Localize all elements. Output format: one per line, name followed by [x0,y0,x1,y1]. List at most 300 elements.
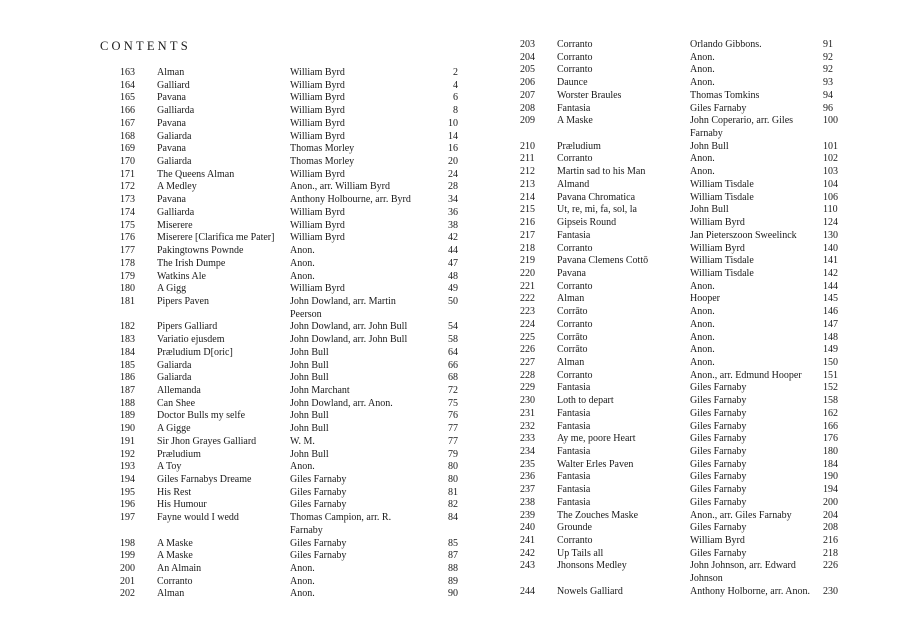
entry-title: Pavana [157,92,186,104]
entry-page: 130 [823,229,838,241]
entry-title: Fantasia [557,382,591,394]
entry-number: 243 [520,560,535,572]
contents-entry [520,446,838,459]
entry-title: Fantasia [557,102,591,114]
contents-entry [520,166,838,179]
entry-number: 211 [520,153,535,165]
entry-composer: Anon. [290,257,315,269]
entry-number: 216 [520,217,535,229]
entry-number: 208 [520,102,535,114]
entry-composer: William Byrd [290,168,345,180]
entry-title: Worster Braules [557,89,622,101]
entry-page: 77 [448,423,458,435]
entry-number: 184 [120,346,135,358]
entry-composer: Hooper [690,293,720,305]
contents-entry [520,64,833,77]
entry-composer: Giles Farnaby [690,420,747,432]
entry-page: 58 [448,334,458,346]
entry-composer: Giles Farnaby [690,496,747,508]
entry-page: 218 [823,547,838,559]
entry-number: 177 [120,245,135,257]
contents-entry [120,499,458,512]
entry-number: 189 [120,410,135,422]
entry-title: Galliard [157,79,190,91]
entry-page: 94 [823,89,833,101]
entry-page: 146 [823,306,838,318]
entry-title: Pavana [157,143,186,155]
entry-title: Præludium D[oric] [157,346,233,358]
entry-title: Pavana [157,117,186,129]
entry-title: Corranto [557,280,593,292]
entry-page: 148 [823,331,838,343]
entry-number: 233 [520,433,535,445]
contents-entry [520,496,838,510]
entry-page: 226 [823,560,838,572]
entry-title: Pipers Galliard [157,321,218,333]
entry-composer: Giles Farnaby [290,486,347,498]
entry-title: His Rest [157,486,192,498]
entry-page: 28 [448,181,458,193]
entry-number: 217 [520,229,535,241]
entry-page: 184 [823,458,838,470]
entry-title: Almand [557,178,590,190]
entry-title: Fantasia [557,407,591,419]
contents-entry [520,420,838,434]
contents-entry [120,550,458,563]
entry-page: 96 [823,102,833,114]
entry-page: 124 [823,217,838,229]
entry-number: 225 [520,331,535,343]
entry-page: 89 [448,575,458,587]
entry-number: 175 [120,219,135,231]
entry-composer: William Byrd [690,217,745,229]
entry-page: 10 [448,117,458,129]
entry-composer: William Byrd [290,232,345,244]
entry-page: 140 [823,242,838,254]
entry-title: Pavana [557,267,586,279]
entry-composer: Giles Farnaby [690,547,747,559]
entry-composer: Giles Farnaby [690,407,747,419]
entry-title: Fantasia [557,446,591,457]
entry-page: 90 [448,588,458,600]
entry-number: 238 [520,496,535,508]
entry-title: Giles Farnabys Dreame [157,474,252,485]
entry-composer: Giles Farnaby [690,446,747,457]
entry-title: Walter Erles Paven [557,458,634,470]
entry-page: 8 [453,105,458,117]
entry-title: Pavana Chromatica [557,191,636,203]
contents-entry [120,372,458,385]
entry-page: 68 [448,372,458,384]
entry-page: 230 [823,585,838,597]
entry-page: 42 [448,232,458,244]
entry-number: 164 [120,79,135,91]
entry-title: A Gigge [157,423,191,435]
entry-title: Corranto [557,318,593,330]
contents-entry [120,436,458,449]
entry-title: A Maske [157,537,193,549]
entry-number: 180 [120,283,135,295]
entry-composer: Thomas Morley [290,156,355,168]
entry-number: 213 [520,178,535,190]
entry-page: 76 [448,410,458,422]
entry-number: 207 [520,89,535,101]
entry-page: 150 [823,356,838,368]
entry-page: 2 [453,67,458,78]
entry-composer: Thomas Campion, arr. R. Farnaby [290,512,392,536]
entry-title: Alman [557,356,585,368]
contents-entry [520,395,838,408]
entry-title: Up Tails all [557,547,604,559]
entry-number: 230 [520,395,535,407]
entry-title: Grounde [557,522,592,534]
contents-entry [120,461,458,474]
contents-entry [520,585,838,599]
contents-entry [520,306,838,319]
entry-composer: William Byrd [290,283,345,295]
entry-composer: John Dowland, arr. John Bull [290,321,408,333]
entry-composer: William Tisdale [690,191,754,203]
entry-number: 224 [520,318,535,330]
entry-title: Fantasia [557,496,591,508]
entry-page: 16 [448,143,458,155]
entry-composer: Anon. [690,153,715,165]
entry-number: 223 [520,306,535,318]
entry-title: Alman [557,293,585,305]
entry-title: Præludium [557,140,601,152]
entry-number: 204 [520,51,535,63]
entry-composer: Giles Farnaby [690,395,747,407]
contents-entry [520,280,838,294]
entry-composer: Anon. [290,563,315,575]
entry-page: 75 [448,397,458,409]
entry-page: 106 [823,191,838,203]
contents-entry [120,512,458,537]
entry-number: 220 [520,267,535,279]
entry-page: 147 [823,318,838,330]
entry-title: Daunce [557,77,588,89]
entry-composer: John Dowland, arr. Anon. [290,397,393,409]
entry-title: The Irish Dumpe [157,257,226,269]
entry-title: Galiarda [157,359,192,371]
entry-number: 244 [520,585,535,597]
entry-page: 34 [448,194,458,206]
entry-title: Pavana Clemens Cottō [557,255,649,267]
entry-title: The Queens Alman [157,168,235,180]
contents-entry [520,382,838,395]
entry-number: 219 [520,255,535,267]
contents-right-column [520,39,838,599]
entry-page: 50 [448,295,458,307]
entry-page: 100 [823,115,838,127]
entry-composer: Anon. [290,270,315,282]
entry-page: 149 [823,344,838,356]
contents-entry [520,535,838,548]
entry-page: 104 [823,178,838,190]
contents-entry [120,80,458,93]
entry-composer: William Byrd [290,67,345,78]
entry-composer: John Bull [290,359,329,371]
entry-title: Fayne would I wedd [157,512,239,524]
entry-number: 241 [520,535,535,547]
entry-number: 234 [520,446,535,457]
contents-entry [120,105,458,118]
contents-entry [520,267,838,281]
contents-entry [520,509,838,523]
entry-title: A Gigg [157,283,187,295]
entry-page: 208 [823,522,838,534]
contents-entry [120,385,458,398]
entry-number: 209 [520,115,535,127]
entry-composer: Thomas Morley [290,143,355,155]
entry-composer: John Bull [290,372,329,384]
entry-composer: Anon. [690,166,715,178]
entry-number: 178 [120,257,135,269]
entry-composer: Anon. [690,280,715,292]
entry-composer: John Marchant [290,384,350,396]
entry-page: 4 [453,79,458,91]
entry-number: 171 [120,168,135,180]
entry-title: A Toy [157,461,182,473]
entry-number: 227 [520,356,535,368]
entry-composer: Giles Farnaby [690,382,747,394]
entry-title: Fantasia [557,484,591,496]
entry-number: 228 [520,369,535,381]
entry-title: Loth to depart [557,395,614,407]
contents-entry [120,360,458,373]
entry-title: Doctor Bulls my selfe [157,410,246,422]
entry-page: 48 [448,270,458,282]
entry-number: 191 [120,435,135,447]
entry-composer: John Bull [290,448,329,460]
entry-page: 92 [823,64,833,76]
entry-composer: Giles Farnaby [690,522,747,534]
entry-number: 206 [520,77,535,89]
entry-composer: John Dowland, arr. John Bull [290,334,408,346]
entry-title: A Medley [157,181,197,193]
entry-page: 77 [448,435,458,447]
entry-number: 212 [520,166,535,178]
entry-title: Corrāto [557,344,588,356]
entry-title: Corranto [557,51,593,63]
entry-number: 235 [520,458,535,470]
contents-entry [120,169,458,182]
entry-title: Watkins Ale [157,270,206,282]
entry-composer: Giles Farnaby [290,499,347,511]
entry-title: Corrāto [557,306,588,318]
entry-page: 20 [448,156,458,168]
contents-entry [520,204,838,217]
entry-number: 231 [520,407,535,419]
contents-entry [520,255,838,268]
entry-title: Miserere [157,219,193,231]
entry-composer: John Bull [290,410,329,422]
entry-number: 195 [120,486,135,498]
contents-entry [520,560,838,585]
entry-number: 185 [120,359,135,371]
entry-page: 87 [448,550,458,562]
entry-title: Corranto [557,242,593,254]
entry-page: 200 [823,496,838,508]
entry-title: An Almain [157,563,202,575]
entry-number: 221 [520,280,535,292]
entry-composer: William Byrd [290,92,345,104]
entry-composer: Anon. [690,356,715,368]
entry-number: 190 [120,423,135,435]
entry-composer: Giles Farnaby [690,102,747,114]
page-heading: CONTENTS [100,39,191,53]
entry-page: 24 [448,168,458,180]
contents-entry [120,245,458,258]
entry-title: Nowels Galliard [557,585,623,597]
entry-number: 229 [520,382,535,394]
entry-title: Corranto [557,39,593,50]
entry-composer: Giles Farnaby [290,474,347,485]
entry-number: 236 [520,471,535,483]
entry-title: Ay me, poore Heart [557,433,636,445]
entry-page: 101 [823,140,838,152]
entry-title: Corranto [557,64,593,76]
entry-title: A Maske [557,115,593,127]
entry-number: 163 [120,67,135,78]
entry-number: 182 [120,321,135,333]
contents-entry [120,563,458,576]
entry-composer: Anon., arr. William Byrd [290,181,390,193]
entry-composer: Anon., arr. Edmund Hooper [690,369,802,381]
contents-entry [120,538,458,551]
entry-number: 165 [120,92,135,104]
entry-page: 190 [823,471,838,483]
entry-page: 92 [823,51,833,63]
contents-entry [520,318,838,332]
contents-entry [120,296,458,321]
contents-entry [520,102,833,116]
entry-page: 81 [448,486,458,498]
entry-number: 199 [120,550,135,562]
contents-entry [120,283,458,296]
entry-composer: Thomas Tomkins [690,89,760,101]
entry-number: 232 [520,420,535,432]
entry-number: 174 [120,206,135,218]
contents-entry [120,220,458,233]
entry-number: 169 [120,143,135,155]
entry-page: 54 [448,321,458,333]
entry-title: Corranto [557,535,593,547]
entry-number: 181 [120,295,135,307]
contents-entry [520,140,838,154]
entry-page: 49 [448,283,458,295]
contents-entry [120,576,458,589]
entry-composer: William Tisdale [690,178,754,190]
entry-composer: Anon. [690,77,715,89]
entry-page: 14 [448,130,458,142]
entry-title: Gipseis Round [557,217,617,229]
contents-entry [520,217,838,230]
entry-number: 170 [120,156,135,168]
entry-composer: Jan Pieterszoon Sweelinck [690,229,797,241]
entry-page: 151 [823,369,838,381]
entry-composer: John Coperario, arr. Giles Farnaby [690,115,794,140]
entry-composer: Giles Farnaby [690,458,747,470]
entry-page: 142 [823,267,838,279]
entry-number: 201 [120,575,135,587]
contents-entry [120,334,458,347]
entry-page: 91 [823,39,833,50]
entry-number: 183 [120,334,135,346]
entry-page: 84 [448,512,458,524]
entry-page: 36 [448,206,458,218]
entry-number: 166 [120,105,135,117]
contents-entry [520,229,838,243]
entry-number: 239 [520,509,535,521]
contents-entry [520,344,838,357]
contents-entry [120,258,458,271]
entry-number: 167 [120,117,135,129]
contents-entry [120,423,458,436]
contents-entry [120,181,458,194]
entry-title: Pavana [157,194,186,206]
entry-composer: William Byrd [690,535,745,547]
contents-entry [120,321,458,334]
entry-number: 168 [120,130,135,142]
contents-entry [120,487,458,500]
entry-composer: Giles Farnaby [690,433,747,445]
contents-entry [120,232,458,245]
entry-page: 38 [448,219,458,231]
entry-page: 110 [823,204,838,216]
entry-page: 141 [823,255,838,267]
entry-composer: Anon. [290,461,315,473]
entry-number: 194 [120,474,135,485]
entry-title: Galiarda [157,156,192,168]
entry-composer: Anon. [290,575,315,587]
contents-entry [520,433,838,446]
contents-entry [520,331,838,345]
entry-number: 218 [520,242,535,254]
entry-composer: John Bull [290,423,329,435]
entry-title: The Zouches Maske [557,509,639,521]
contents-entry [120,271,458,284]
entry-title: Alman [157,588,185,600]
entry-composer: William Tisdale [690,255,754,267]
contents-entry [520,458,838,472]
entry-page: 64 [448,346,458,358]
entry-page: 72 [448,384,458,396]
entry-page: 180 [823,446,838,457]
entry-number: 198 [120,537,135,549]
contents-entry [120,207,458,220]
entry-composer: William Tisdale [690,267,754,279]
contents-entry [520,115,838,140]
entry-number: 188 [120,397,135,409]
entry-composer: Anon. [690,51,715,63]
contents-entry [120,588,458,601]
entry-page: 144 [823,280,838,292]
contents-entry [120,131,458,144]
entry-composer: Anthony Holbourne, arr. Byrd [290,194,411,206]
entry-title: His Humour [157,499,207,511]
entry-title: Jhonsons Medley [557,560,627,572]
entry-number: 215 [520,204,535,216]
entry-page: 145 [823,293,838,305]
entry-number: 242 [520,547,535,559]
entry-number: 202 [120,588,135,600]
entry-composer: Anthony Holborne, arr. Anon. [690,585,810,597]
contents-entry [120,410,458,423]
entry-page: 88 [448,563,458,575]
entry-number: 214 [520,191,535,203]
contents-entry [520,153,838,166]
